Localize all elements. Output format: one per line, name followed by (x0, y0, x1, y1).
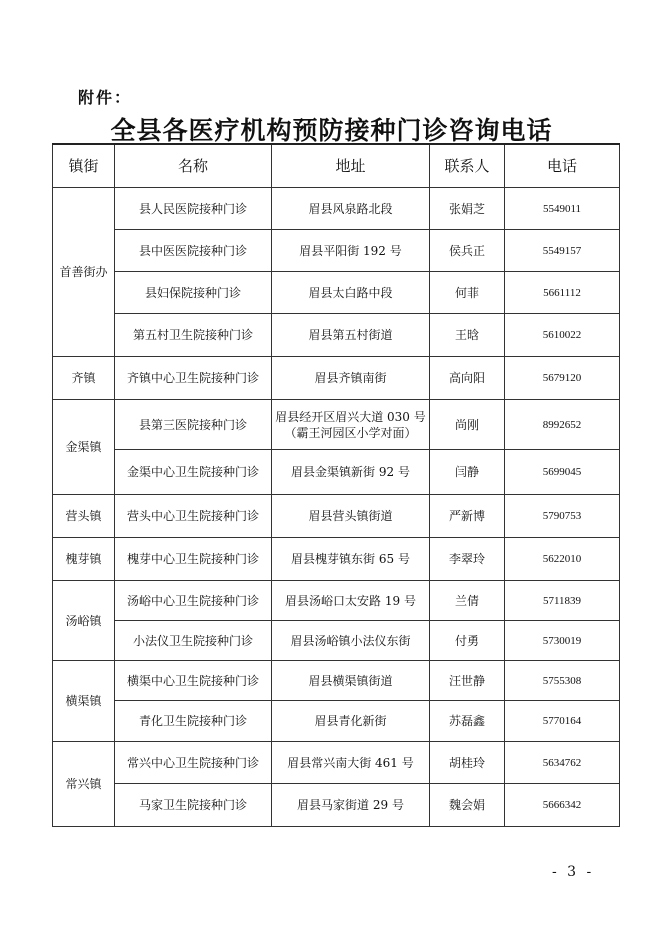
table-row (53, 314, 620, 357)
clinic-name: 齐镇中心卫生院接种门诊 (115, 357, 272, 400)
clinic-name: 第五村卫生院接种门诊 (115, 314, 272, 357)
phone-number: 5634762 (505, 742, 620, 784)
town-cell: 汤峪镇 (53, 581, 115, 661)
phone-number: 5699045 (505, 450, 620, 495)
clinic-address: 眉县第五村街道 (272, 314, 430, 357)
phone-number: 8992652 (505, 400, 620, 450)
clinic-address (272, 400, 430, 450)
contact-person: 侯兵正 (430, 230, 505, 272)
town-cell: 营头镇 (53, 495, 115, 538)
contact-person: 高向阳 (430, 357, 505, 400)
town-cell: 首善街办 (53, 188, 115, 357)
table-row (53, 621, 620, 661)
contact-person: 尚刚 (430, 400, 505, 450)
phone-number: 5770164 (505, 701, 620, 742)
clinic-name: 县中医医院接种门诊 (115, 230, 272, 272)
contact-person: 苏磊鑫 (430, 701, 505, 742)
clinic-name: 金渠中心卫生院接种门诊 (115, 450, 272, 495)
phone-number: 5730019 (505, 621, 620, 661)
table-row (53, 357, 620, 400)
contact-person: 汪世静 (430, 661, 505, 701)
clinic-address: 眉县汤峪镇小法仪东街 (272, 621, 430, 661)
contact-person: 兰倩 (430, 581, 505, 621)
clinic-address: 眉县青化新街 (272, 701, 430, 742)
clinic-address: 眉县常兴南大街 461 号 (272, 742, 430, 784)
table-row (53, 538, 620, 581)
table-row (53, 272, 620, 314)
clinic-address: 眉县汤峪口太安路 19 号 (272, 581, 430, 621)
phone-number: 5790753 (505, 495, 620, 538)
clinic-address: 眉县太白路中段 (272, 272, 430, 314)
phone-number: 5549157 (505, 230, 620, 272)
clinic-name: 县人民医院接种门诊 (115, 188, 272, 230)
clinic-address: 眉县马家街道 29 号 (272, 784, 430, 827)
table-row (53, 230, 620, 272)
clinic-table (52, 143, 620, 827)
header-name: 名称 (115, 144, 272, 188)
clinic-name: 马家卫生院接种门诊 (115, 784, 272, 827)
clinic-name: 营头中心卫生院接种门诊 (115, 495, 272, 538)
table-row (53, 701, 620, 742)
header-phone: 电话 (505, 144, 620, 188)
clinic-address: 眉县金渠镇新街 92 号 (272, 450, 430, 495)
header-town: 镇街 (53, 144, 115, 188)
phone-number: 5661112 (505, 272, 620, 314)
address-line-2: （霸王河园区小学对面） (284, 425, 417, 440)
address-line-1: 眉县经开区眉兴大道 030 号 (275, 409, 426, 424)
attachment-label: 附件： (78, 88, 133, 107)
phone-number: 5622010 (505, 538, 620, 581)
clinic-address: 眉县齐镇南街 (272, 357, 430, 400)
page-number: - 3 - (552, 864, 595, 880)
document-title: 全县各医疗机构预防接种门诊咨询电话 (110, 116, 553, 145)
header-contact: 联系人 (430, 144, 505, 188)
contact-person: 何菲 (430, 272, 505, 314)
clinic-name: 汤峪中心卫生院接种门诊 (115, 581, 272, 621)
town-cell: 横渠镇 (53, 661, 115, 742)
table-header-row (53, 144, 620, 188)
contact-person: 闫静 (430, 450, 505, 495)
clinic-name: 槐芽中心卫生院接种门诊 (115, 538, 272, 581)
clinic-address: 眉县风泉路北段 (272, 188, 430, 230)
contact-person: 严新博 (430, 495, 505, 538)
town-cell: 槐芽镇 (53, 538, 115, 581)
table-row (53, 450, 620, 495)
contact-person: 魏会娟 (430, 784, 505, 827)
clinic-address: 眉县槐芽镇东街 65 号 (272, 538, 430, 581)
phone-number: 5711839 (505, 581, 620, 621)
table-row (53, 784, 620, 827)
table-row (53, 188, 620, 230)
clinic-name: 常兴中心卫生院接种门诊 (115, 742, 272, 784)
clinic-name: 小法仪卫生院接种门诊 (115, 621, 272, 661)
clinic-name: 青化卫生院接种门诊 (115, 701, 272, 742)
town-cell: 金渠镇 (53, 400, 115, 495)
clinic-name: 县第三医院接种门诊 (115, 400, 272, 450)
clinic-address: 眉县营头镇街道 (272, 495, 430, 538)
phone-number: 5679120 (505, 357, 620, 400)
table-row (53, 581, 620, 621)
town-cell: 常兴镇 (53, 742, 115, 827)
table-row (53, 742, 620, 784)
table-row (53, 400, 620, 450)
clinic-address: 眉县横渠镇街道 (272, 661, 430, 701)
contact-person: 张娟芝 (430, 188, 505, 230)
phone-number: 5610022 (505, 314, 620, 357)
table-row (53, 661, 620, 701)
table-row (53, 495, 620, 538)
phone-number: 5666342 (505, 784, 620, 827)
phone-number: 5549011 (505, 188, 620, 230)
town-cell: 齐镇 (53, 357, 115, 400)
clinic-address: 眉县平阳街 192 号 (272, 230, 430, 272)
clinic-name: 县妇保院接种门诊 (115, 272, 272, 314)
contact-person: 李翠玲 (430, 538, 505, 581)
contact-person: 付勇 (430, 621, 505, 661)
phone-number: 5755308 (505, 661, 620, 701)
contact-person: 胡桂玲 (430, 742, 505, 784)
clinic-name: 横渠中心卫生院接种门诊 (115, 661, 272, 701)
header-address: 地址 (272, 144, 430, 188)
contact-person: 王晗 (430, 314, 505, 357)
